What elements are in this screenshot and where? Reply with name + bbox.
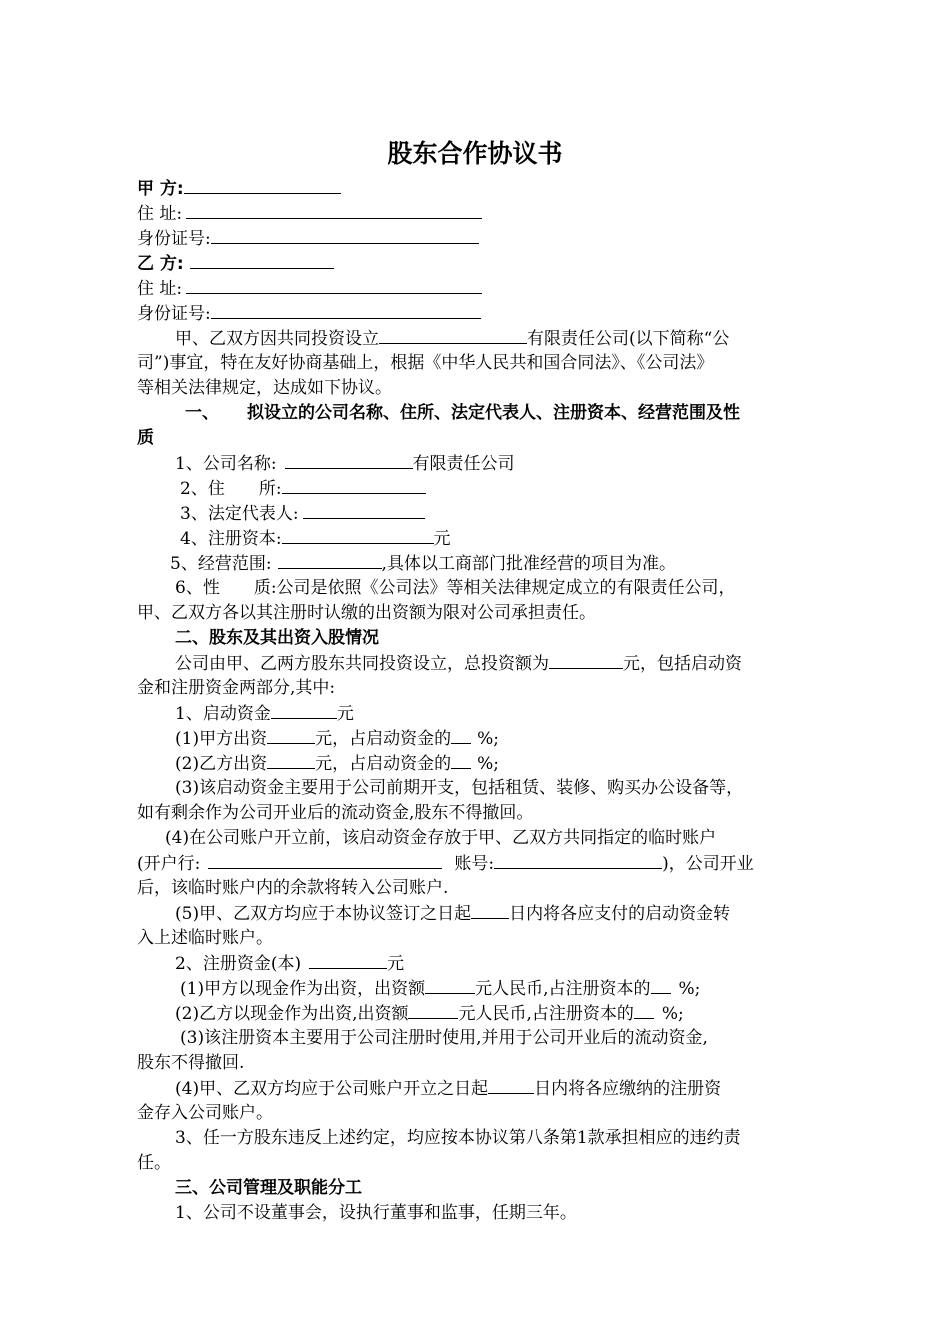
start-fund-b-suffix: %; bbox=[477, 754, 499, 774]
intro-line-2: 司”)事宜，特在友好协商基础上，根据《中华人民共和国合同法》、《公司法》 bbox=[137, 353, 714, 373]
reg-capital-b-mid: 元人民币,占注册资本的 bbox=[458, 1004, 634, 1024]
account-blank bbox=[494, 851, 662, 869]
start-fund-a-amount-blank bbox=[267, 726, 315, 744]
start-fund-b-mid: 元，占启动资金的 bbox=[315, 754, 452, 774]
section-1-title: 拟设立的公司名称、住所、法定代表人、注册资本、经营范围及性 bbox=[247, 403, 740, 423]
party-b-id-blank bbox=[211, 301, 481, 319]
start-fund-use-line-1: (3)该启动资金主要用于公司前期开支，包括租赁、装修、购买办公设备等， bbox=[175, 778, 744, 798]
intro-line-3: 等相关法律规定，达成如下协议。 bbox=[137, 378, 392, 398]
s1-item-4-suffix: 元 bbox=[433, 529, 451, 549]
party-a-address-line bbox=[137, 201, 482, 225]
start-fund-a-mid: 元，占启动资金的 bbox=[315, 729, 452, 749]
reg-capital-a-mid: 元人民币,占注册资本的 bbox=[475, 979, 651, 999]
reg-capital-b bbox=[175, 1001, 684, 1025]
section-1-heading bbox=[185, 401, 740, 425]
party-a-line bbox=[137, 176, 341, 200]
party-a-address-blank bbox=[186, 201, 482, 219]
s1-item-5 bbox=[170, 551, 676, 575]
party-b-id-line bbox=[137, 301, 481, 325]
start-fund-label: 1、启动资金 bbox=[175, 704, 271, 724]
reg-capital-b-percent-blank bbox=[634, 1001, 654, 1019]
s2-item-3-line-1: 3、任一方股东违反上述约定，均应按本协议第八条第1款承担相应的违约责 bbox=[175, 1128, 741, 1148]
party-b-address-blank bbox=[186, 276, 482, 294]
section-1-number: 一、 bbox=[185, 403, 219, 423]
reg-capital-deadline-line-2: 金存入公司账户。 bbox=[137, 1103, 273, 1123]
s1-item-3-label: 3、法定代表人: bbox=[180, 504, 299, 524]
reg-capital-label: 2、注册资金(本) bbox=[175, 954, 302, 974]
party-b-label: 乙 方: bbox=[137, 254, 184, 274]
reg-capital-b-label: (2)乙方以现金作为出资,出资额 bbox=[175, 1004, 409, 1024]
start-fund-a-percent-blank bbox=[451, 726, 471, 744]
s1-item-1-label: 1、公司名称: bbox=[175, 454, 277, 474]
reg-capital-use-line-1: (3)该注册资本主要用于公司注册时使用,并用于公司开业后的流动资金, bbox=[180, 1028, 708, 1048]
start-fund-deadline-suffix: 日内将各应支付的启动资金转 bbox=[509, 904, 731, 924]
s2-para-1-suffix: 元，包括启动资 bbox=[623, 654, 742, 674]
party-b-address-line bbox=[137, 276, 482, 300]
start-fund-deadline-line-2: 入上述临时账户。 bbox=[137, 928, 273, 948]
s1-scope-blank bbox=[278, 551, 382, 569]
intro-line-1 bbox=[175, 326, 729, 350]
party-a-id-line bbox=[137, 226, 479, 250]
company-name-blank bbox=[379, 326, 527, 344]
reg-capital-a-amount-blank bbox=[425, 976, 475, 994]
document-title: 股东合作协议书 bbox=[387, 139, 563, 168]
reg-capital-deadline bbox=[175, 1076, 721, 1100]
reg-capital-days-blank bbox=[488, 1076, 534, 1094]
start-fund-deadline-text: (5)甲、乙双方均应于本协议签订之日起 bbox=[175, 904, 472, 924]
party-a-blank bbox=[184, 176, 341, 194]
s1-item-6-line-2: 甲、乙双方各以其注册时认缴的出资额为限对公司承担责任。 bbox=[137, 603, 596, 623]
s1-address-blank bbox=[282, 476, 426, 494]
s1-item-1-suffix: 有限责任公司 bbox=[412, 454, 515, 474]
reg-capital-use-line-2: 股东不得撤回. bbox=[137, 1053, 245, 1073]
account-label: 账号: bbox=[454, 854, 495, 874]
section-1-heading-cont: 质 bbox=[137, 428, 154, 448]
bank-label: (开户行: bbox=[137, 854, 201, 874]
reg-capital-blank bbox=[309, 951, 387, 969]
party-b-address-label: 住 址: bbox=[137, 279, 183, 299]
party-b-id-label: 身份证号: bbox=[137, 304, 211, 324]
temp-account-line-3: 后，该临时账户内的余款将转入公司账户. bbox=[137, 878, 449, 898]
start-fund-b-label: (2)乙方出资 bbox=[175, 754, 268, 774]
section-2-heading: 二、股东及其出资入股情况 bbox=[175, 628, 379, 648]
reg-capital-b-amount-blank bbox=[408, 1001, 458, 1019]
bank-blank bbox=[208, 851, 442, 869]
start-fund-blank bbox=[271, 701, 337, 719]
reg-capital-a bbox=[180, 976, 700, 1000]
intro-text-1b: 有限责任公司(以下简称“公 bbox=[527, 329, 730, 349]
start-fund-deadline bbox=[175, 901, 730, 925]
s1-item-3 bbox=[180, 501, 425, 525]
reg-capital-a-suffix: %; bbox=[678, 979, 701, 999]
party-a-id-label: 身份证号: bbox=[137, 229, 211, 249]
start-fund-suffix: 元 bbox=[336, 704, 354, 724]
section-3-heading: 三、公司管理及职能分工 bbox=[175, 1178, 362, 1198]
reg-capital-suffix: 元 bbox=[387, 954, 405, 974]
reg-capital-deadline-suffix: 日内将各应缴纳的注册资 bbox=[534, 1079, 722, 1099]
s1-item-1 bbox=[175, 451, 515, 475]
start-fund-b-percent-blank bbox=[451, 751, 471, 769]
party-a-id-blank bbox=[211, 226, 479, 244]
reg-capital-deadline-text: (4)甲、乙双方均应于公司账户开立之日起 bbox=[175, 1079, 489, 1099]
s1-item-6-line-1: 6、性 质:公司是依照《公司法》等相关法律规定成立的有限责任公司， bbox=[175, 578, 736, 598]
s1-item-2-label: 2、住 所: bbox=[180, 479, 282, 499]
party-a-address-label: 住 址: bbox=[137, 204, 183, 224]
s2-para-1 bbox=[175, 651, 742, 675]
reg-capital-line bbox=[175, 951, 404, 975]
start-fund-b-amount-blank bbox=[267, 751, 315, 769]
total-investment-blank bbox=[549, 651, 623, 669]
start-fund-line bbox=[175, 701, 354, 725]
temp-account-suffix: )，公司开业 bbox=[662, 854, 754, 874]
start-fund-a-label: (1)甲方出资 bbox=[175, 729, 268, 749]
s1-item-4 bbox=[180, 526, 451, 550]
start-fund-a-suffix: %; bbox=[477, 729, 499, 749]
s2-para-1-text: 公司由甲、乙两方股东共同投资设立，总投资额为 bbox=[175, 654, 549, 674]
s1-item-5-label: 5、经营范围: bbox=[170, 554, 272, 574]
reg-capital-a-percent-blank bbox=[651, 976, 671, 994]
start-fund-use-line-2: 如有剩余作为公司开业后的流动资金,股东不得撤回。 bbox=[137, 803, 534, 823]
s1-capital-blank bbox=[282, 526, 434, 544]
start-fund-b bbox=[175, 751, 499, 775]
party-b-blank bbox=[190, 251, 334, 269]
reg-capital-b-suffix: %; bbox=[661, 1004, 684, 1024]
s2-para-1-line-2: 金和注册资金两部分,其中: bbox=[137, 678, 336, 698]
temp-account-line-2 bbox=[137, 851, 754, 875]
reg-capital-a-label: (1)甲方以现金作为出资，出资额 bbox=[180, 979, 426, 999]
s1-item-5-suffix: ,具体以工商部门批准经营的项目为准。 bbox=[381, 554, 676, 574]
s1-legal-rep-blank bbox=[303, 501, 425, 519]
party-a-label: 甲 方: bbox=[137, 179, 184, 199]
s3-item-1: 1、公司不设董事会，设执行董事和监事，任期三年。 bbox=[175, 1203, 577, 1223]
intro-text-1a: 甲、乙双方因共同投资设立 bbox=[175, 329, 379, 349]
s1-company-name-blank bbox=[285, 451, 413, 469]
s1-item-2 bbox=[180, 476, 426, 500]
party-b-line bbox=[137, 251, 334, 275]
s2-item-3-line-2: 任。 bbox=[137, 1153, 171, 1173]
start-fund-days-blank bbox=[471, 901, 509, 919]
start-fund-a bbox=[175, 726, 499, 750]
temp-account-line-1: (4)在公司账户开立前，该启动资金存放于甲、乙双方共同指定的临时账户 bbox=[165, 828, 717, 848]
s1-item-4-label: 4、注册资本: bbox=[180, 529, 282, 549]
